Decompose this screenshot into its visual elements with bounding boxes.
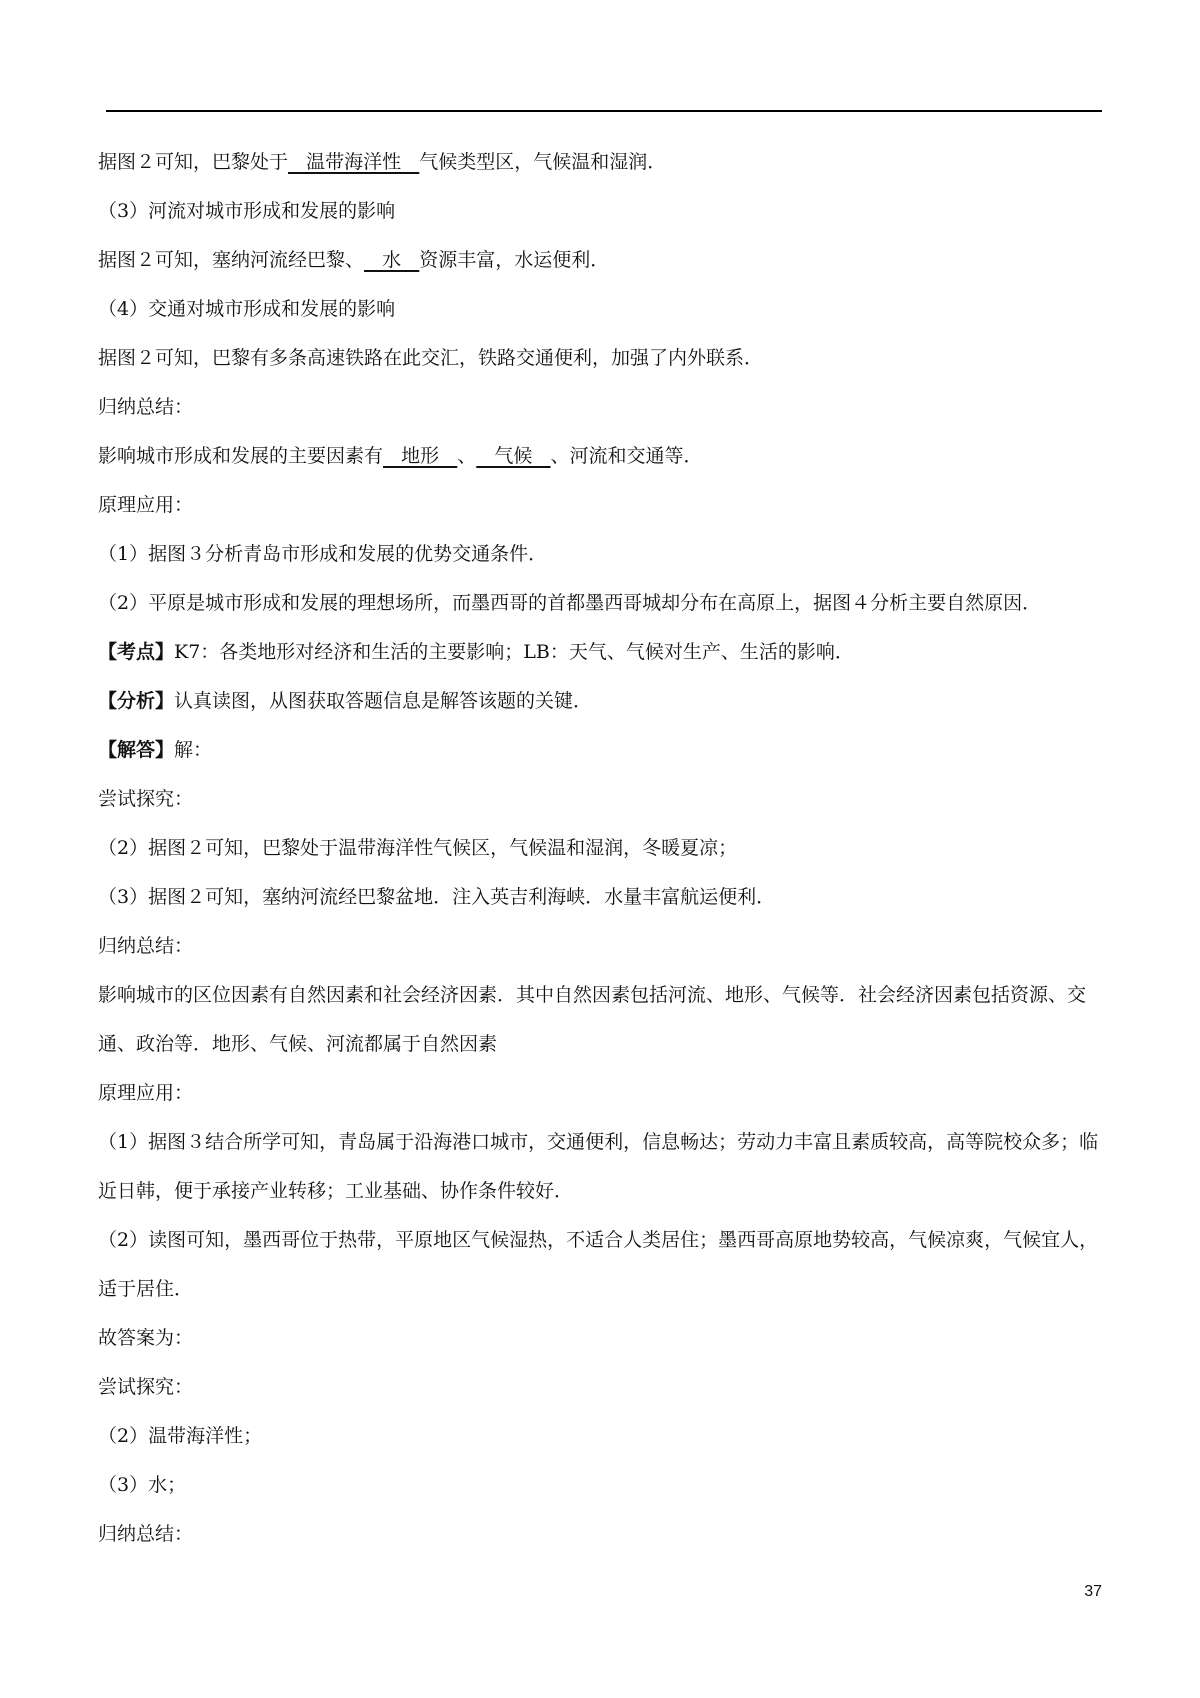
answer-qingdao: （1）据图３结合所学可知，青岛属于沿海港口城市，交通便利，信息畅达；劳动力丰富且素质较高，高等院校众多；临近日韩，便于承接产业转移；工业基础、协作条件较好．: [98, 1131, 1099, 1202]
paragraph-paris-climate: [98, 138, 1104, 187]
fill-blank-answer: 地形: [383, 445, 458, 467]
text: 气候类型区，气候温和湿润．: [419, 151, 667, 173]
answer-paris-climate: （2）据图２可知，巴黎处于温带海洋性气候区，气候温和湿润，冬暖夏凉；: [98, 837, 738, 859]
heading-application: 原理应用：: [98, 494, 194, 516]
heading-summary-2: 归纳总结：: [98, 935, 194, 957]
fill-blank-answer: 温带海洋性: [288, 151, 420, 173]
text: 、: [457, 445, 477, 467]
paragraph-fenxi: [98, 677, 1104, 726]
text: K7：各类地形对经济和生活的主要影响；LB：天气、气候对生产、生活的影响．: [174, 641, 854, 663]
question-mexico-city: （2）平原是城市形成和发展的理想场所，而墨西哥的首都墨西哥城却分布在高原上，据图４分析主要自然原因．: [98, 592, 1042, 614]
paragraph-kaodian: [98, 628, 1104, 677]
text: 影响城市形成和发展的主要因素有: [98, 445, 384, 467]
document-body: [98, 138, 1104, 1559]
paragraph-factors: [98, 432, 1104, 481]
answer-mexico: （2）读图可知，墨西哥位于热带，平原地区气候湿热，不适合人类居住；墨西哥高原地势较高，气候凉爽，气候宜人，适于居住．: [98, 1229, 1099, 1300]
heading-try-explore-2: 尝试探究：: [98, 1376, 194, 1398]
heading-summary-3: 归纳总结：: [98, 1523, 194, 1545]
heading-try-explore: 尝试探究：: [98, 788, 194, 810]
page-number: 37: [1084, 1583, 1102, 1600]
heading-river-influence: （3）河流对城市形成和发展的影响: [98, 200, 396, 222]
heading-application-2: 原理应用：: [98, 1082, 194, 1104]
text: 认真读图，从图获取答题信息是解答该题的关键．: [174, 690, 593, 712]
label-fenxi: 【分析】: [98, 690, 175, 712]
fill-blank-answer: 气候: [476, 445, 551, 467]
paragraph-seine: [98, 236, 1104, 285]
fill-blank-answer: 水: [364, 249, 420, 271]
header-rule: [106, 110, 1102, 112]
answer-location-factors: 影响城市的区位因素有自然因素和社会经济因素．其中自然因素包括河流、地形、气候等．社会经济因素包括资源、交通、政治等．地形、气候、河流都属于自然因素: [98, 984, 1087, 1055]
label-jieda: 【解答】: [98, 739, 175, 761]
answer-seine: （3）据图２可知，塞纳河流经巴黎盆地．注入英吉利海峡．水量丰富航运便利．: [98, 886, 776, 908]
text: 解：: [174, 739, 213, 761]
heading-final-answer: 故答案为：: [98, 1327, 194, 1349]
label-kaodian: 【考点】: [98, 641, 175, 663]
text: 据图２可知，巴黎处于: [98, 151, 289, 173]
heading-summary: 归纳总结：: [98, 396, 194, 418]
paragraph-railways: 据图２可知，巴黎有多条高速铁路在此交汇，铁路交通便利，加强了内外联系．: [98, 347, 764, 369]
text: 、河流和交通等．: [550, 445, 703, 467]
question-qingdao: （1）据图３分析青岛市形成和发展的优势交通条件．: [98, 543, 548, 565]
final-answer-2: （2）温带海洋性；: [98, 1425, 263, 1447]
text: 资源丰富，水运便利．: [419, 249, 610, 271]
heading-transport-influence: （4）交通对城市形成和发展的影响: [98, 298, 396, 320]
text: 据图２可知，塞纳河流经巴黎、: [98, 249, 365, 271]
paragraph-jieda: [98, 726, 1104, 775]
final-answer-3: （3）水；: [98, 1474, 187, 1496]
